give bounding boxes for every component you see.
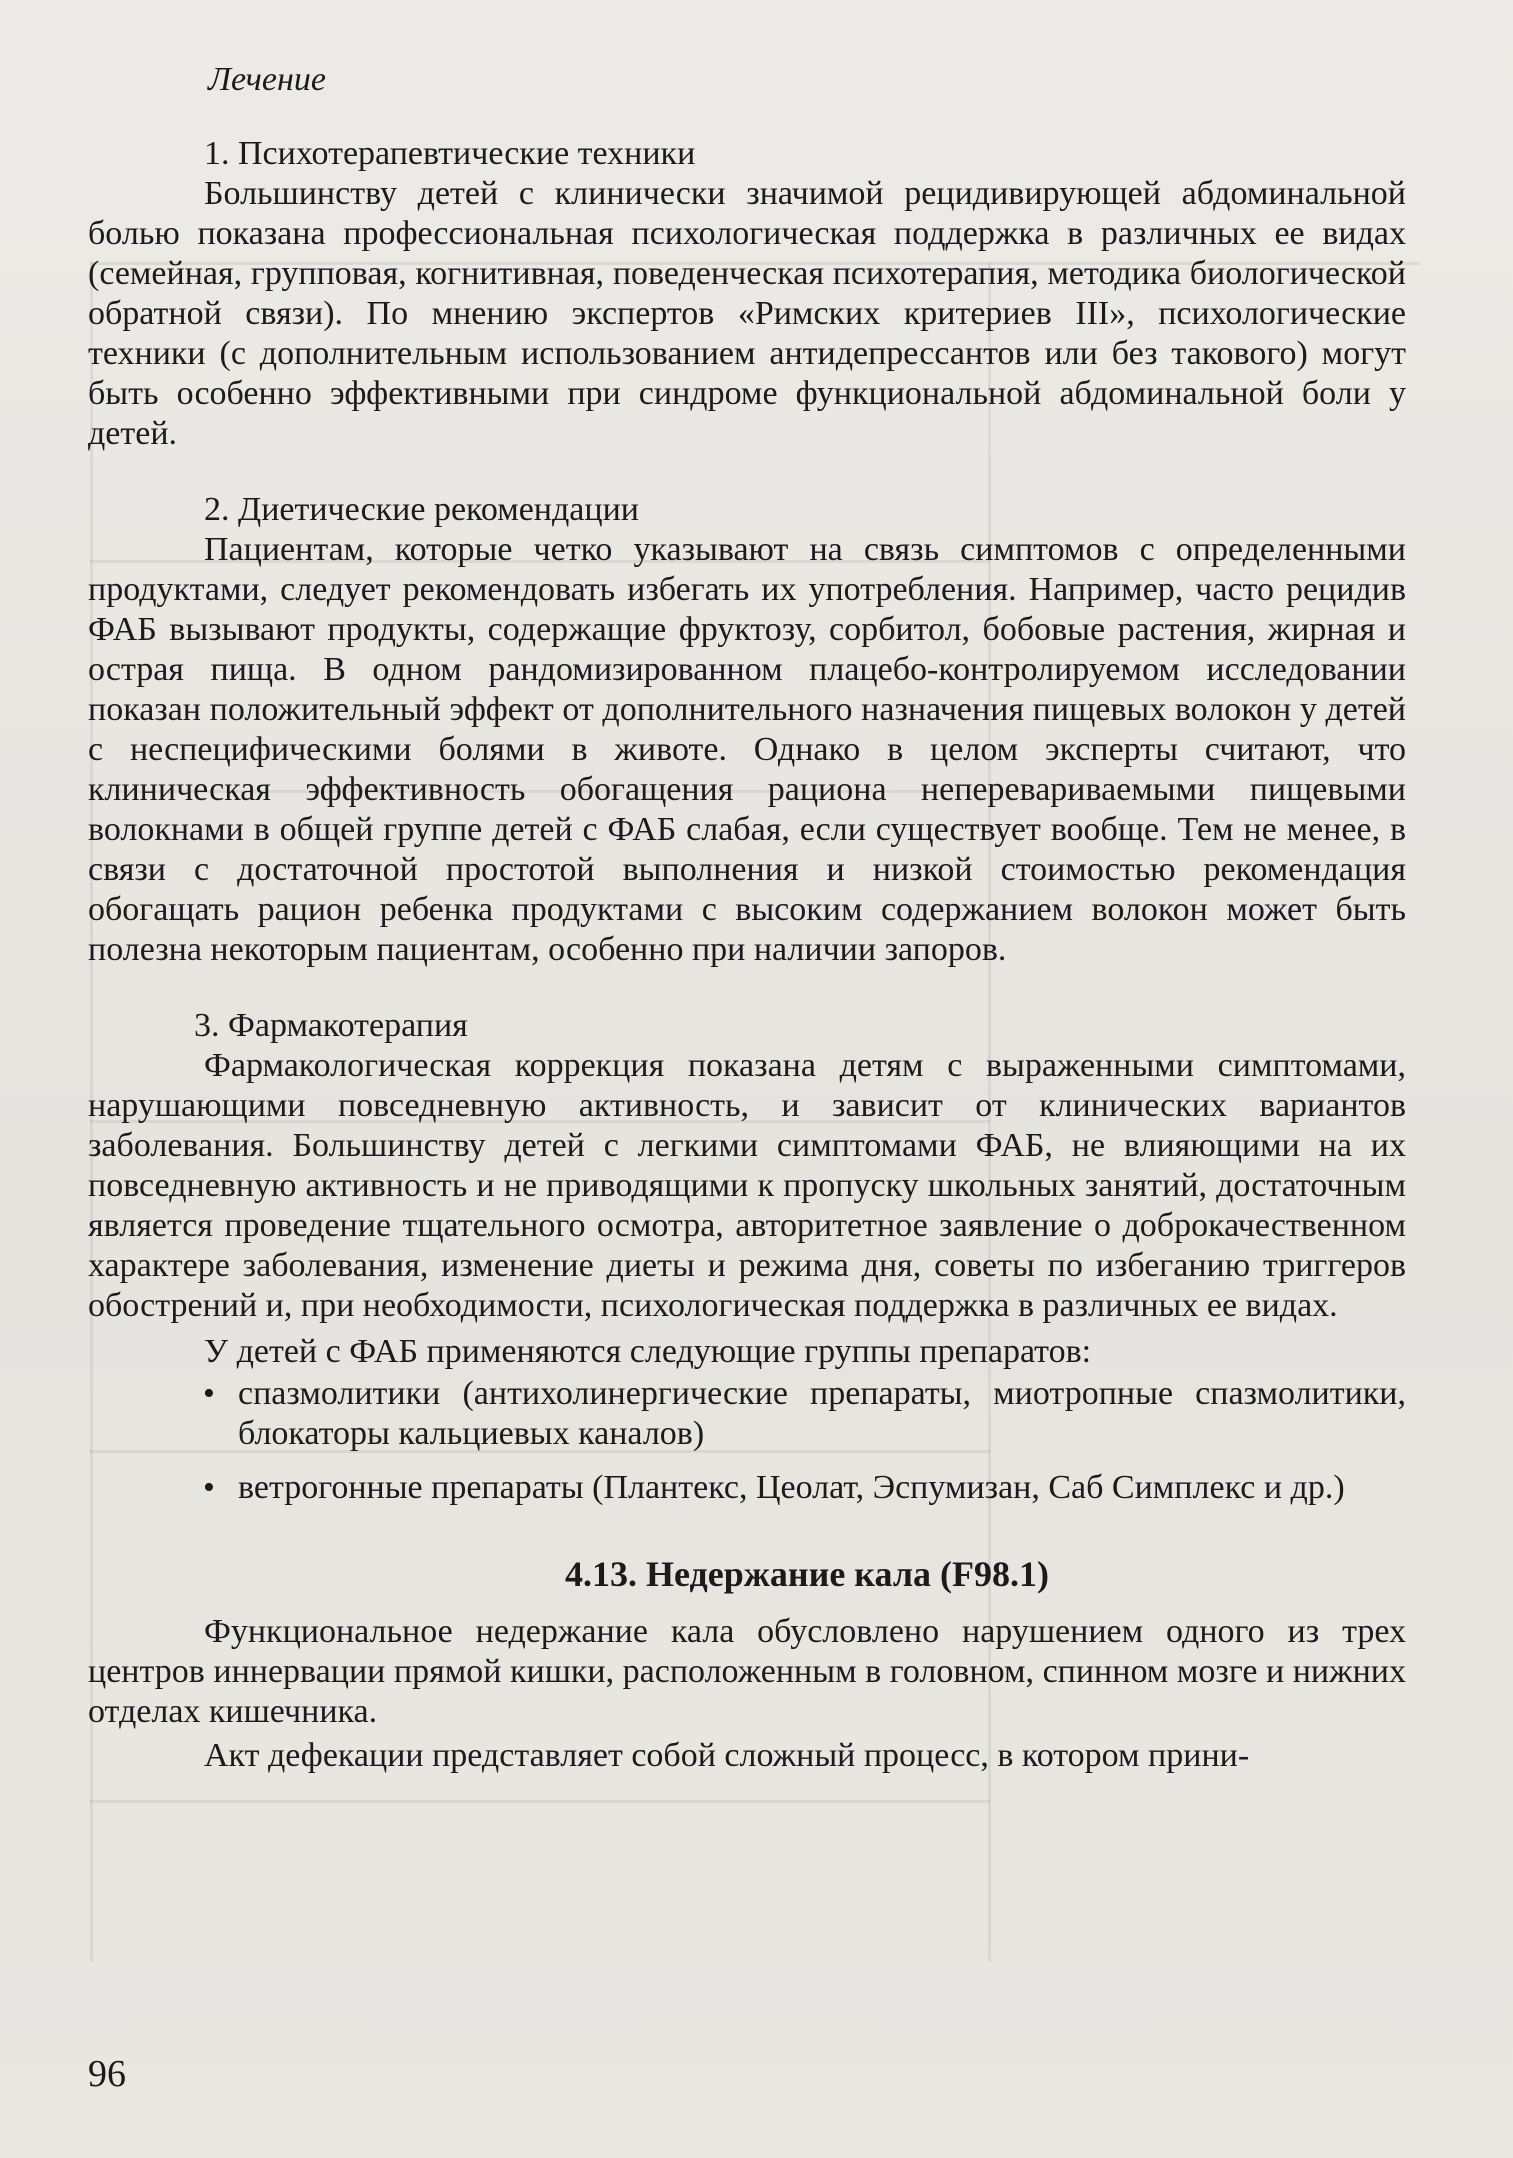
paragraph: Пациентам, которые четко указывают на связь симптомов с определенными продуктами, следует рекомендовать избегать их употребления. Например, часто рецидив ФАБ вызывают продукты, содержащие фруктозу, сорбитол, бобовые растения, жирная и острая пища. В одном рандомизированном плацебо-контролируемом исследовании показан положительный эффект от дополнительного назначения пищевых волокон у детей с неспецифическими болями в животе. Однако в целом эксперты считают, что клиническая эффективность обогащения рациона неперевариваемыми пищевыми волокнами в общей группе детей с ФАБ слабая, если существует вообще. Тем не менее, в связи с достаточной простотой выполнения и низкой стоимостью рекомендация обогащать рацион ребенка продуктами с высоким содержанием волокон может быть полезна некоторым пациентам, особенно при наличии запоров.	[88, 531, 1406, 968]
paragraph: Большинству детей с клинически значимой рецидивирующей абдоминальной болью показана профессиональная психологическая поддержка в различных ее видах (семейная, групповая, когнитивная, поведенческая психотерапия, методика биологической обратной связи). По мнению экспертов «Римских критериев III», психологические техники (с дополнительным использованием антидепрессантов или без такового) могут быть особенно эффективными при синдроме функциональной абдоминальной боли у детей.	[88, 175, 1406, 452]
paragraph: Акт дефекации представляет собой сложный процесс, в котором прини-	[204, 1737, 1250, 1774]
paragraph: У детей с ФАБ применяются следующие группы препаратов:	[204, 1333, 1092, 1370]
bullet-icon: •	[203, 1375, 215, 1412]
list-item-text: ветрогонные препараты (Плантекс, Цеолат, Эспумизан, Саб Симплекс и др.)	[238, 1469, 1345, 1506]
list-item-text: спазмолитики (антихолинергические препараты, миотропные спазмолитики, блокаторы кальциевых каналов)	[238, 1375, 1406, 1452]
subsection-psychotherapy	[88, 134, 1406, 454]
subsection-title: 1. Психотерапевтические техники	[204, 135, 696, 172]
subsection-diet	[88, 490, 1406, 970]
chapter-heading: 4.13. Недержание кала (F98.1)	[565, 1554, 1049, 1594]
list-item	[88, 1468, 1406, 1508]
page-number: 96	[88, 2053, 126, 2095]
paragraph: Фармакологическая коррекция показана детям с выраженными симптомами, нарушающими повседневную активность, и зависит от клинических вариантов заболевания. Большинству детей с легкими симптомами ФАБ, не влияющими на их повседневную активность и не приводящими к пропуску школьных занятий, достаточным является проведение тщательного осмотра, авторитетное заявление о доброкачественном характере заболевания, изменение диеты и режима дня, советы по избеганию триггеров обострений и, при необходимости, психологическая поддержка в различных ее видах.	[88, 1047, 1406, 1324]
list-item	[88, 1374, 1406, 1454]
drug-group-list	[88, 1374, 1406, 1508]
paragraph: Функциональное недержание кала обусловлено нарушением одного из трех центров иннервации прямой кишки, расположенным в головном, спинном мозге и нижних отделах кишечника.	[88, 1613, 1406, 1730]
subsection-pharmacotherapy	[88, 1006, 1406, 1508]
section-label: Лечение	[208, 61, 326, 98]
text-column	[88, 60, 1406, 1776]
subsection-title: 2. Диетические рекомендации	[204, 491, 639, 528]
subsection-title: 3. Фармакотерапия	[194, 1007, 468, 1044]
bullet-icon: •	[203, 1469, 215, 1506]
